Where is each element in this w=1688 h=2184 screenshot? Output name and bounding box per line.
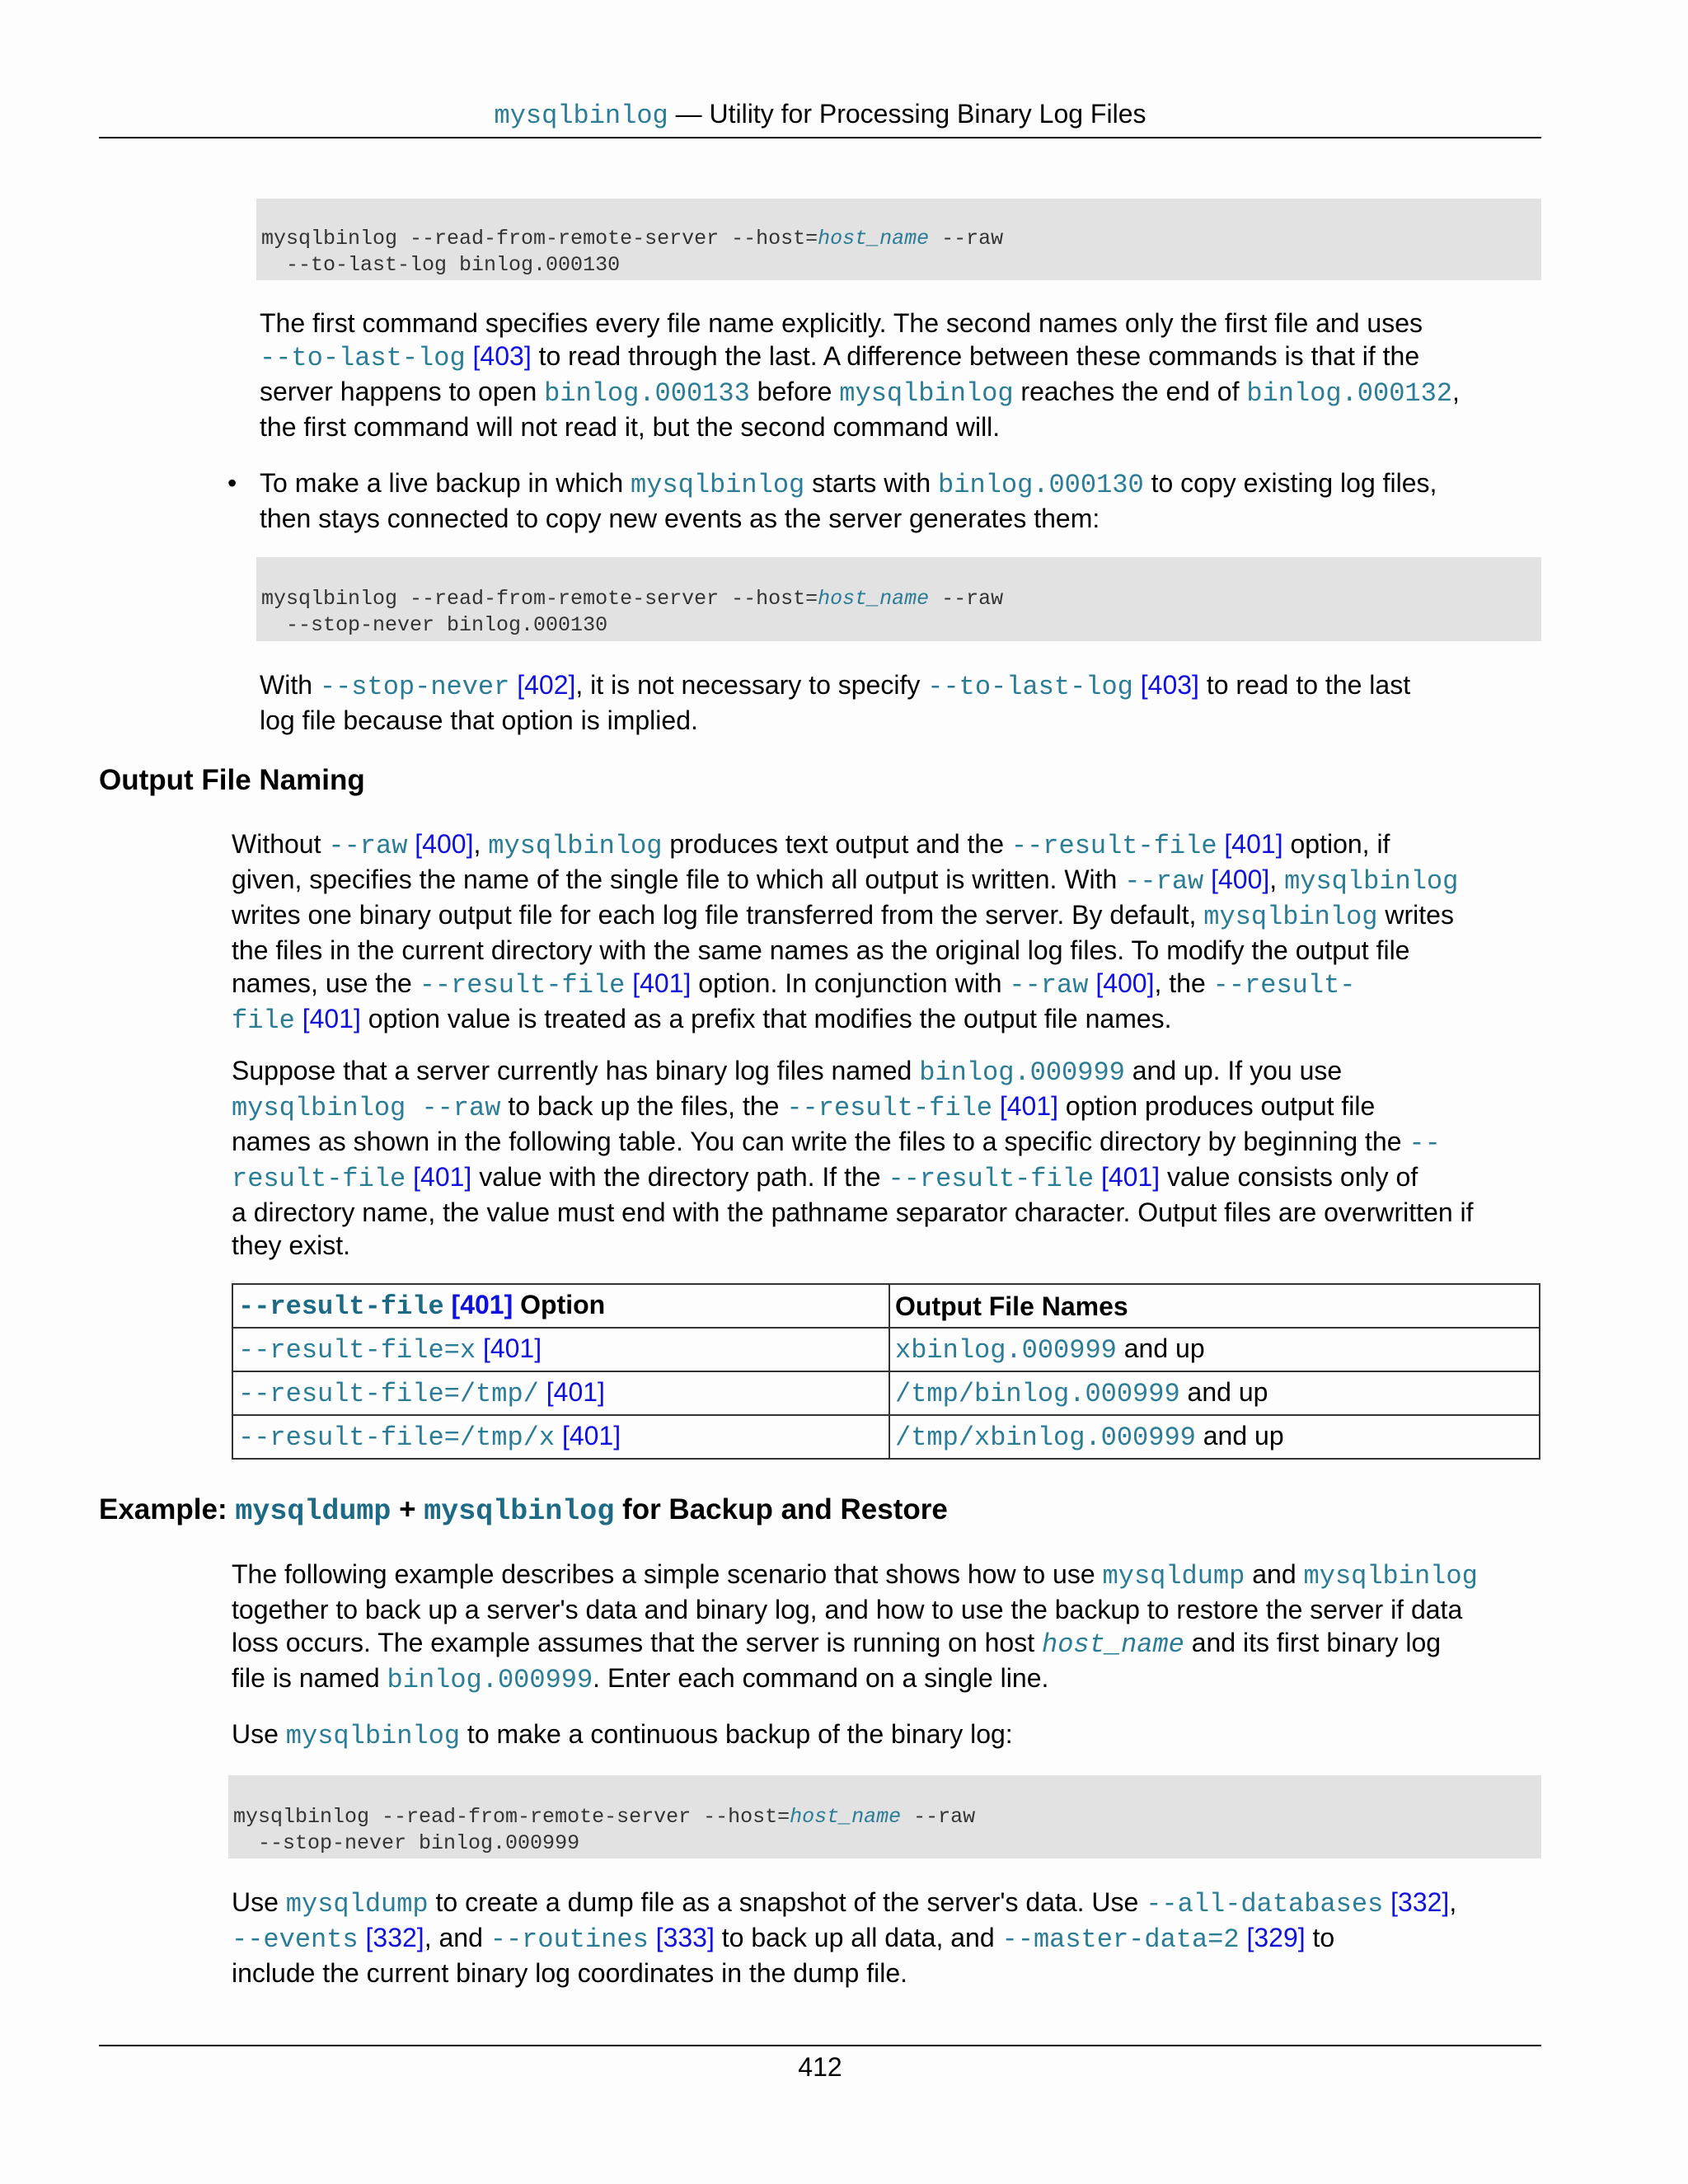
code-block-2 <box>256 557 1541 641</box>
option-result-file[interactable]: --result-file <box>888 1164 1095 1194</box>
option-routines[interactable]: --routines <box>490 1924 649 1955</box>
option-raw[interactable]: --raw <box>1124 866 1204 897</box>
mysqlbinlog-raw-link[interactable]: mysqlbinlog --raw <box>232 1093 501 1123</box>
mysqlbinlog-link[interactable]: mysqlbinlog <box>839 378 1014 409</box>
table-header-option: --result-file [401] Option <box>232 1284 889 1328</box>
code-line: --to-last-log binlog.000130 <box>261 253 621 277</box>
mysqlbinlog-link[interactable]: mysqlbinlog <box>424 1495 615 1528</box>
table-row: --result-file=/tmp/x [401] /tmp/xbinlog.000999 and up <box>232 1415 1540 1459</box>
page-ref-link[interactable]: [401] <box>999 1091 1059 1121</box>
code-line: mysqlbinlog --read-from-remote-server --host=host_name --raw <box>261 587 1004 611</box>
code-block-3 <box>228 1775 1541 1858</box>
page-ref-link[interactable]: [329] <box>1246 1923 1306 1952</box>
table-row: --result-file=/tmp/ [401] /tmp/binlog.000999 and up <box>232 1371 1540 1415</box>
option-raw[interactable]: --raw <box>328 831 408 861</box>
code-line: mysqlbinlog --read-from-remote-server --host=host_name --raw <box>233 1805 976 1829</box>
mysqldump-link[interactable]: mysqldump <box>235 1495 392 1528</box>
option-result-file[interactable]: -- <box>1409 1128 1441 1159</box>
option-to-last-log[interactable]: --to-last-log <box>927 672 1133 702</box>
code-block-1 <box>256 199 1541 280</box>
header-title: — Utility for Processing Binary Log Files <box>668 99 1146 129</box>
page-ref-link[interactable]: [401] <box>1224 829 1283 859</box>
option-result-file[interactable]: --result-file=/tmp/x <box>238 1422 556 1453</box>
option-result-file[interactable]: --result-file=x <box>238 1335 476 1366</box>
option-master-data[interactable]: --master-data=2 <box>1001 1924 1240 1955</box>
option-result-file[interactable]: --result-file <box>786 1093 992 1123</box>
option-raw[interactable]: --raw <box>1009 970 1089 1001</box>
page-ref-link[interactable]: [401] <box>561 1421 621 1451</box>
option-result-file[interactable]: result-file <box>232 1164 406 1194</box>
table-row: --result-file=x [401] xbinlog.000999 and up <box>232 1328 1540 1371</box>
bullet-mark: • <box>227 468 237 498</box>
paragraph-1: The first command specifies every file name explicitly. The second names only the first file and uses --to-last-log [403] to read through the last. A difference between these commands is that if the server happens to open binlog.000133 before mysqlbinlog reaches the end of binlog.000132, the first command will not read it, but the second command will. <box>260 308 1460 442</box>
mysqldump-link[interactable]: mysqldump <box>285 1889 429 1919</box>
page-ref-link[interactable]: [401] <box>302 1004 361 1033</box>
option-all-databases[interactable]: --all-databases <box>1146 1889 1384 1919</box>
page-ref-link[interactable]: [332] <box>365 1923 424 1952</box>
code-line: --stop-never binlog.000999 <box>233 1831 580 1855</box>
table-header-output: Output File Names <box>889 1284 1540 1328</box>
mysqlbinlog-link[interactable]: mysqlbinlog <box>1284 866 1459 897</box>
header-rule <box>99 137 1541 138</box>
page-ref-link[interactable]: [402] <box>517 670 576 700</box>
option-events[interactable]: --events <box>232 1924 359 1955</box>
mysqldump-link[interactable]: mysqldump <box>1102 1561 1245 1591</box>
code-line: mysqlbinlog --read-from-remote-server --host=host_name --raw <box>261 227 1004 251</box>
paragraph-4: Suppose that a server currently has binary log files named binlog.000999 and up. If you use mysqlbinlog --raw to back up the files, the --result-file [401] option produces output file names as shown in the following table. You can write the files to a specific directory by beginning the -- result-file [401] value with the directory path. If the --result-file [401] value consists only of a directory name, the value must end with the pathname separator character. Output files are overwritten if they exist. <box>232 1056 1474 1260</box>
option-to-last-log[interactable]: --to-last-log <box>260 343 466 373</box>
page-ref-link[interactable]: [403] <box>1140 670 1199 700</box>
option-stop-never[interactable]: --stop-never <box>319 672 510 702</box>
running-header <box>99 97 1541 138</box>
page-ref-link[interactable]: [401] <box>482 1333 542 1363</box>
option-result-file[interactable]: --result- <box>1212 970 1356 1001</box>
page-ref-link[interactable]: [403] <box>472 341 532 371</box>
page-ref-link[interactable]: [401] <box>451 1290 513 1319</box>
footer-rule <box>99 2045 1541 2046</box>
page-ref-link[interactable]: [400] <box>1211 865 1270 894</box>
code-line: --stop-never binlog.000130 <box>261 613 608 637</box>
option-result-file[interactable]: --result-file <box>238 1291 444 1322</box>
page-ref-link[interactable]: [401] <box>413 1162 472 1192</box>
page-ref-link[interactable]: [332] <box>1390 1887 1450 1917</box>
section-heading-output-file-naming: Output File Naming <box>99 764 365 796</box>
option-result-file[interactable]: file <box>232 1005 295 1036</box>
paragraph-7: Use mysqldump to create a dump file as a snapshot of the server's data. Use --all-databases [332], --events [332], and --routines [333] to back up all data, and --master-data=2 [329] to include the current binary log coordinates in the dump file. <box>232 1887 1457 1988</box>
page-number: 412 <box>798 2052 842 2082</box>
mysqlbinlog-link[interactable]: mysqlbinlog <box>285 1721 461 1751</box>
paragraph-5: The following example describes a simple scenario that shows how to use mysqldump and mysqlbinlog together to back up a server's data and binary log, and how to use the backup to restore the server if data loss occurs. The example assumes that the server is running on host host_name and its first binary log file is named binlog.000999. Enter each command on a single line. <box>232 1559 1478 1695</box>
output-file-names-table <box>232 1283 1540 1460</box>
paragraph-3: Without --raw [400], mysqlbinlog produces text output and the --result-file [401] option, if given, specifies the name of the single file to which all output is written. With --raw [400], mysqlbinlog writes one binary output file for each log file transferred from the server. By default, mysqlbinlog writes the files in the current directory with the same names as the original log files. To modify the output file names, use the --result-file [401] option. In conjunction with --raw [400], the --result- file [401] option value is treated as a prefix that modifies the output file names. <box>232 829 1459 1036</box>
mysqlbinlog-link[interactable]: mysqlbinlog <box>1303 1561 1478 1591</box>
option-result-file[interactable]: --result-file <box>1010 831 1217 861</box>
paragraph-2: With --stop-never [402], it is not necessary to specify --to-last-log [403] to read to the last log file because that option is implied. <box>260 670 1411 735</box>
option-result-file[interactable]: --result-file <box>419 970 626 1001</box>
page-ref-link[interactable]: [401] <box>1100 1162 1160 1192</box>
page-ref-link[interactable]: [400] <box>1095 968 1155 998</box>
page-ref-link[interactable]: [401] <box>632 968 692 998</box>
option-result-file[interactable]: --result-file=/tmp/ <box>238 1379 539 1409</box>
mysqlbinlog-link[interactable]: mysqlbinlog <box>1203 902 1378 932</box>
mysqlbinlog-link[interactable]: mysqlbinlog <box>631 470 805 500</box>
header-command: mysqlbinlog <box>494 101 668 131</box>
paragraph-6: Use mysqlbinlog to make a continuous backup of the binary log: <box>232 1719 1013 1751</box>
table-header-row <box>232 1284 1540 1328</box>
mysqlbinlog-link[interactable]: mysqlbinlog <box>488 831 663 861</box>
page-ref-link[interactable]: [400] <box>415 829 474 859</box>
page-ref-link[interactable]: [333] <box>655 1923 715 1952</box>
bullet-item: To make a live backup in which mysqlbinlog starts with binlog.000130 to copy existing log files, then stays connected to copy new events as the server generates them: <box>260 468 1437 533</box>
page-ref-link[interactable]: [401] <box>546 1377 605 1407</box>
section-heading-example: Example: mysqldump + mysqlbinlog for Backup and Restore <box>99 1493 948 1528</box>
